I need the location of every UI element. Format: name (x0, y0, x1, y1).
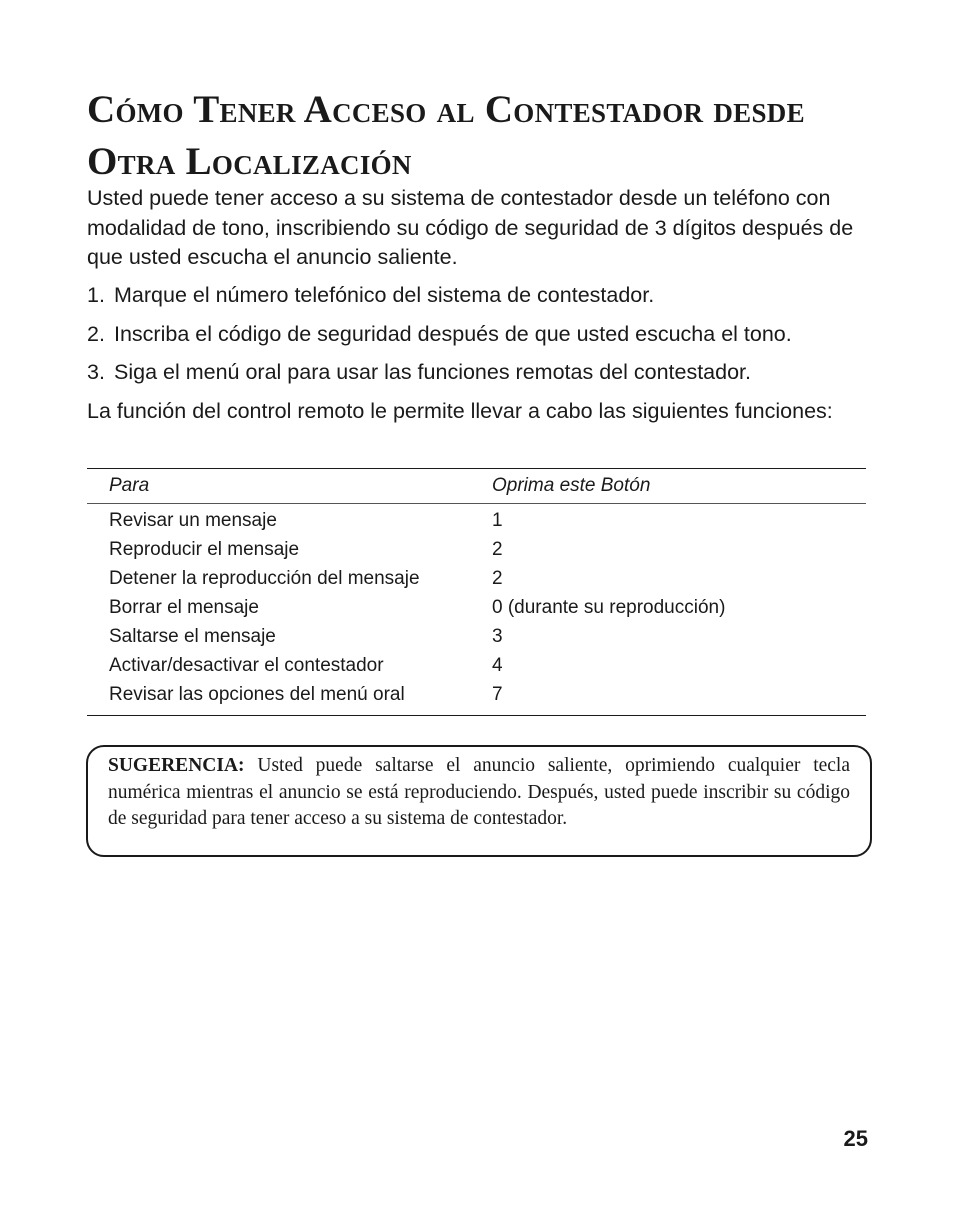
step-number: 3. (87, 360, 105, 384)
step-text: Inscriba el código de seguridad después de que usted escucha el tono. (114, 321, 792, 346)
button-cell: 2 (492, 568, 503, 590)
header-para: Para (109, 475, 150, 496)
table-header-row (87, 469, 866, 504)
button-cell: 1 (492, 510, 503, 532)
steps-list (87, 281, 867, 397)
table-row (87, 623, 866, 652)
title-line-1: Cómo Tener Acceso al Contestador desde (87, 88, 805, 131)
step-number: 1. (87, 283, 105, 307)
function-cell: Saltarse el mensaje (109, 626, 276, 647)
step-text: Marque el número telefónico del sistema de contestador. (114, 283, 655, 307)
table-body (87, 504, 866, 715)
table-row (87, 565, 866, 594)
table-row (87, 536, 866, 565)
function-cell: Revisar un mensaje (109, 510, 277, 532)
button-cell: 4 (492, 654, 503, 676)
button-cell: 2 (492, 539, 503, 561)
function-cell: Activar/desactivar el contestador (109, 654, 384, 676)
function-cell: Borrar el mensaje (109, 597, 259, 619)
tip-text: Usted puede saltarse el anuncio saliente, oprimiendo cualquier tecla numérica mientras el anuncio se está reproduciendo. Después, usted puede inscribir su código de seguridad para tener acceso a su sistema de contestador. (108, 755, 850, 829)
function-cell: Reproducir el mensaje (109, 539, 300, 561)
table-row (87, 651, 866, 680)
button-cell: 3 (492, 626, 503, 647)
step-item (87, 358, 867, 388)
page-number: 25 (843, 1126, 868, 1151)
tip-label: SUGERENCIA: (108, 755, 245, 776)
step-item (87, 281, 867, 311)
button-cell: 0 (durante su reproducción) (492, 597, 726, 619)
outro-paragraph: La función del control remoto le permite llevar a cabo las siguientes funciones: (87, 399, 833, 423)
step-number: 2. (87, 321, 105, 346)
intro-paragraph: Usted puede tener acceso a su sistema de contestador desde un teléfono con modalidad de tono, inscribiendo su código de seguridad de 3 dígitos después de que usted escucha el anuncio saliente. (87, 186, 854, 269)
step-text: Siga el menú oral para usar las funciones remotas del contestador. (114, 360, 752, 384)
table-row (87, 507, 866, 536)
table-row (87, 594, 866, 623)
page-title (87, 84, 877, 188)
title-line-2: Otra Localización (87, 140, 412, 183)
remote-functions-table (87, 468, 866, 716)
tip-box (86, 745, 872, 857)
function-cell: Detener la reproducción del mensaje (109, 568, 420, 590)
function-cell: Revisar las opciones del menú oral (109, 683, 405, 705)
header-boton: Oprima este Botón (492, 475, 651, 496)
table-row (87, 680, 866, 709)
button-cell: 7 (492, 683, 503, 705)
step-item (87, 320, 867, 350)
